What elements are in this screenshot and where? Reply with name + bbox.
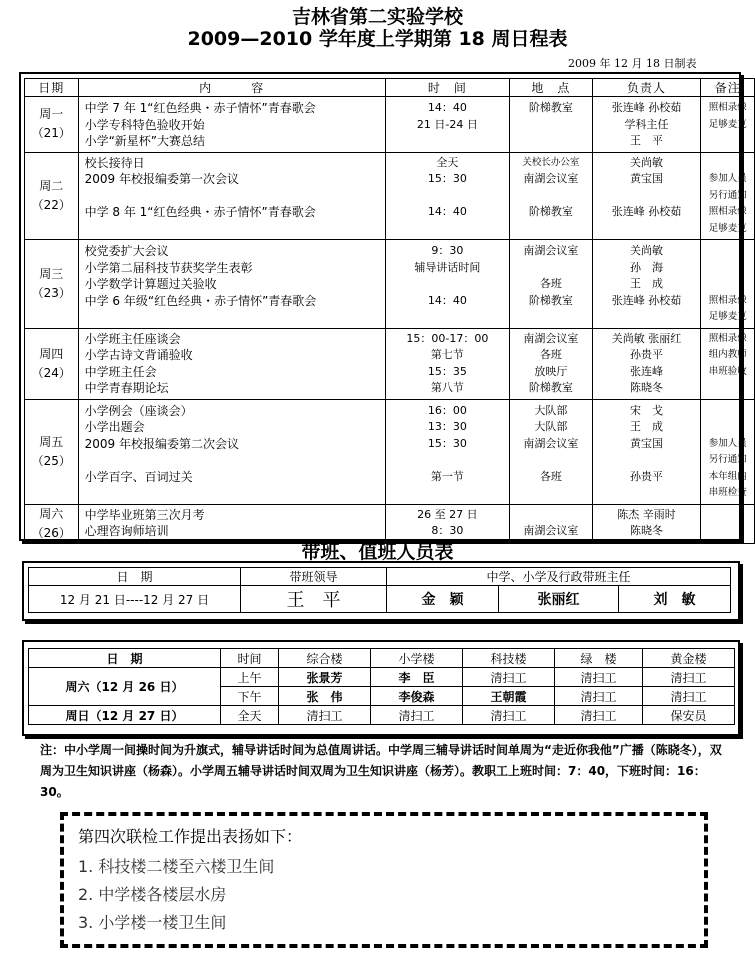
time-line [386, 221, 510, 238]
cell-place [510, 152, 592, 240]
note-line: 另行通知 [708, 189, 747, 201]
duty-teacher: 金 颖 [387, 586, 499, 613]
time-line: 14：40 [427, 293, 467, 307]
note-line: 串班验收 [708, 365, 747, 377]
content-line: 中学 8 年 1“红色经典・赤子情怀”青春歌会 [84, 205, 316, 219]
day-name: 周五 [39, 434, 64, 449]
person-line: 孙 海 [629, 260, 663, 274]
note-line: 本年组内 [708, 470, 747, 482]
note-line: 足够麦克 [708, 118, 747, 130]
content-line: 小学百字、百词过关 [84, 469, 193, 484]
day-cell [25, 328, 79, 399]
time-line [386, 133, 510, 150]
day-date: （22） [31, 197, 71, 212]
cell-place [510, 328, 592, 399]
time-line: 9：30 [431, 244, 464, 257]
note-line [701, 403, 754, 420]
praise-heading: 第四次联检工作提出表扬如下： [78, 827, 303, 846]
place-line: 南湖会议室 [523, 172, 579, 185]
cell-place [510, 240, 592, 329]
schedule-header-cell: 时 间 [385, 79, 510, 97]
cell-note [701, 399, 755, 504]
person-line: 学科主任 [624, 117, 669, 131]
note-line [701, 260, 754, 277]
cleaning-time: 下午 [221, 687, 279, 706]
note-line [701, 243, 754, 260]
time-line: 第七节 [430, 348, 464, 361]
content-line [85, 485, 385, 502]
time-line: 15：30 [427, 172, 467, 185]
content-line: 2009 年校报编委第一次会议 [84, 172, 239, 186]
content-line: 小学古诗文背诵验收 [84, 348, 193, 362]
day-date: （25） [31, 453, 71, 468]
cell-content [78, 240, 385, 329]
place-line: 阶梯教室 [528, 381, 573, 394]
cleaning-header-cell: 日 期 [29, 649, 221, 668]
cleaning-header-cell: 黄金楼 [643, 649, 735, 668]
cleaning-table [28, 648, 735, 725]
time-line: 14：40 [427, 205, 467, 218]
time-line: 15：35 [427, 364, 467, 378]
time-line [386, 276, 510, 293]
person-line [593, 452, 701, 469]
cell-content [78, 97, 385, 153]
note-line: 照相录像 [708, 332, 747, 344]
time-line: 15：30 [427, 436, 467, 450]
content-line: 中学毕业班第三次月考 [84, 507, 205, 522]
schedule-header-cell: 负责人 [592, 79, 701, 97]
note-line: 参加人员 [708, 437, 747, 449]
person-line: 关尚敏 [629, 155, 663, 169]
time-line: 第八节 [430, 381, 464, 394]
schedule-row [25, 328, 755, 399]
cleaning-cell: 保安员 [643, 706, 735, 725]
cleaning-header-cell: 综合楼 [279, 649, 371, 668]
person-line: 王 成 [629, 420, 663, 433]
content-line: 小学“新星杯”大赛总结 [84, 134, 206, 148]
cleaning-header-cell: 小学楼 [371, 649, 463, 668]
cleaning-cell: 清扫工 [371, 706, 463, 725]
note-line: 照相录像 [708, 294, 747, 306]
content-line: 中学 7 年 1“红色经典・赤子情怀”青春歌会 [84, 101, 316, 115]
content-line: 小学数学计算题过关验收 [84, 277, 217, 291]
content-line [85, 221, 385, 238]
place-line [510, 188, 591, 205]
person-line: 陈晓冬 [629, 524, 663, 537]
cell-time [385, 97, 510, 153]
duty-title: 带班、值班人员表 [301, 541, 454, 563]
time-line: 第一节 [430, 469, 464, 483]
time-line: 21 日-24 日 [416, 117, 478, 131]
cleaning-cell: 李俊森 [371, 687, 463, 706]
time-line [386, 188, 510, 205]
made-date: 2009 年 12 月 18 日制表 [568, 57, 697, 70]
cleaning-cell: 清扫工 [555, 668, 643, 687]
person-line: 黄宝国 [629, 172, 663, 185]
place-line: 各班 [539, 277, 562, 290]
day-cell [25, 97, 79, 153]
cleaning-cell: 张 伟 [279, 687, 371, 706]
time-line: 全天 [436, 155, 459, 169]
person-line: 宋 戈 [629, 403, 663, 417]
content-line: 中学班主任会 [84, 364, 157, 379]
person-line [593, 485, 701, 502]
place-line: 各班 [539, 348, 562, 361]
note-line [701, 155, 754, 172]
cell-person [592, 328, 701, 399]
day-date: （24） [31, 365, 71, 380]
cell-person [592, 399, 701, 504]
person-line: 张连峰 孙校茹 [611, 101, 682, 114]
content-line: 小学专科特色验收开始 [84, 117, 205, 132]
cell-note [701, 152, 755, 240]
day-name: 周二 [39, 178, 64, 193]
person-line [593, 188, 701, 205]
cell-content [78, 328, 385, 399]
cleaning-cell: 清扫工 [279, 706, 371, 725]
schedule-header-cell: 备注 [701, 79, 755, 97]
person-line: 关尚敏 [629, 244, 663, 257]
cleaning-header-cell: 时间 [221, 649, 279, 668]
place-line [510, 309, 591, 326]
note-line: 串班检查 [708, 487, 747, 498]
day-cell [25, 152, 79, 240]
praise-item: 1. 科技楼二楼至六楼卫生间 [78, 857, 275, 876]
content-line: 心理咨询师培训 [84, 524, 169, 538]
time-line: 13：30 [427, 420, 467, 433]
note-line: 另行通知 [708, 454, 747, 465]
cleaning-cell: 清扫工 [555, 687, 643, 706]
cleaning-date: 周日（12 月 27 日） [29, 706, 221, 725]
cleaning-date: 周六（12 月 26 日） [29, 668, 221, 706]
cell-person [592, 240, 701, 329]
cleaning-header-cell: 绿 楼 [555, 649, 643, 668]
person-line: 张连峰 孙校茹 [611, 205, 682, 218]
place-line [510, 452, 591, 469]
content-line: 校党委扩大会议 [84, 244, 169, 258]
content-line [85, 452, 385, 469]
person-line: 王 平 [629, 134, 663, 147]
schedule-body [25, 97, 755, 544]
place-line: 南湖会议室 [523, 244, 579, 257]
time-line: 辅导讲话时间 [414, 260, 481, 274]
day-name: 周一 [39, 107, 64, 122]
person-line [593, 221, 701, 238]
time-line: 8：30 [431, 524, 464, 537]
content-line: 中学青春期论坛 [84, 381, 169, 395]
cell-note [701, 240, 755, 329]
content-line: 小学第二届科技节获奖学生表彰 [84, 260, 253, 275]
content-line: 小学例会（座谈会） [84, 403, 193, 418]
schedule-table [24, 78, 755, 544]
place-line [510, 507, 591, 524]
cleaning-row [29, 668, 735, 687]
content-line: 校长接待日 [84, 155, 145, 170]
person-line: 关尚敏 张丽红 [611, 331, 682, 345]
cleaning-cell: 清扫工 [463, 668, 555, 687]
footnote: 注：中小学周一间操时间为升旗式，辅导讲话时间为总值周讲话。中学周三辅导讲话时间单周为“走近你我他”广播（陈晓冬），双周为卫生知识讲座（杨森）。小学周五辅导讲话时间双周为卫生知识讲座（杨芳）。教职工上班时间：7：40，下班时间：16：30。 [40, 743, 722, 799]
person-line: 陈晓冬 [629, 381, 663, 394]
school-name: 吉林省第二实验学校 [291, 6, 463, 28]
person-line: 黄宝国 [629, 436, 663, 450]
content-line [85, 188, 385, 205]
content-line: 小学出题会 [84, 420, 145, 434]
person-line: 陈杰 辛雨时 [617, 507, 676, 521]
cell-place [510, 399, 592, 504]
person-line [593, 309, 701, 326]
person-line: 张连峰 [629, 364, 663, 378]
note-line: 照相录像 [708, 102, 747, 113]
place-line [510, 485, 591, 502]
cell-person [592, 97, 701, 153]
duty-leader: 王 平 [241, 586, 387, 613]
cell-person [592, 152, 701, 240]
place-line: 关校长办公室 [522, 156, 580, 168]
duty-teacher: 刘 敏 [619, 586, 731, 613]
schedule-row [25, 399, 755, 504]
note-line: 足够麦克 [708, 311, 747, 322]
day-name: 周六 [39, 506, 64, 521]
note-line [701, 276, 754, 293]
time-line: 16：00 [427, 403, 467, 417]
content-line: 中学 6 年级“红色经典・赤子情怀”青春歌会 [84, 293, 317, 308]
cleaning-cell: 清扫工 [555, 706, 643, 725]
day-name: 周四 [39, 346, 64, 361]
person-line: 孙贵平 [629, 348, 663, 361]
cleaning-header-row [29, 649, 735, 668]
praise-item: 2. 中学楼各楼层水房 [78, 885, 227, 904]
cleaning-header-cell: 科技楼 [463, 649, 555, 668]
cleaning-cell: 清扫工 [463, 706, 555, 725]
place-line: 南湖会议室 [523, 436, 579, 450]
schedule-header-cell: 日期 [25, 79, 79, 97]
duty-table [28, 567, 731, 613]
cell-place [510, 97, 592, 153]
content-line: 小学班主任座谈会 [84, 331, 181, 346]
duty-header-teachers: 中学、小学及行政带班主任 [387, 568, 731, 586]
cleaning-time: 全天 [221, 706, 279, 725]
duty-header-leader: 带班领导 [241, 568, 387, 586]
cell-content [78, 399, 385, 504]
time-line: 14：40 [427, 101, 467, 114]
place-line: 大队部 [534, 420, 568, 433]
note-line: 足够麦克 [708, 222, 747, 234]
schedule-title: 2009—2010 学年度上学期第 18 周日程表 [187, 28, 568, 50]
time-line [386, 452, 510, 469]
schedule-header-row [25, 79, 755, 97]
duty-header-date: 日 期 [29, 568, 241, 586]
person-line: 张连峰 孙校茹 [611, 293, 682, 307]
day-cell [25, 399, 79, 504]
cleaning-row [29, 706, 735, 725]
day-date: （21） [31, 126, 71, 141]
cleaning-cell: 清扫工 [643, 668, 735, 687]
cleaning-cell: 张景芳 [279, 668, 371, 687]
place-line: 南湖会议室 [523, 331, 579, 345]
cell-time [385, 152, 510, 240]
cell-note [701, 97, 755, 153]
cleaning-cell: 清扫工 [643, 687, 735, 706]
place-line [510, 260, 591, 277]
schedule-row [25, 152, 755, 240]
duty-teacher: 张丽红 [499, 586, 619, 613]
content-line: 2009 年校报编委第二次会议 [84, 436, 239, 451]
cell-content [78, 152, 385, 240]
cleaning-body [29, 649, 735, 725]
schedule-header-cell: 地 点 [510, 79, 592, 97]
cell-time [385, 399, 510, 504]
place-line: 大队部 [534, 403, 568, 417]
day-date: （23） [31, 285, 71, 300]
schedule-row [25, 240, 755, 329]
place-line: 南湖会议室 [523, 524, 579, 537]
person-line: 王 成 [629, 277, 663, 290]
note-line [701, 507, 754, 524]
note-line: 照相录像 [708, 206, 747, 217]
person-line: 孙贵平 [629, 469, 663, 483]
cell-time [385, 328, 510, 399]
time-line [386, 309, 510, 326]
schedule-header-cell: 内 容 [78, 79, 385, 97]
cell-note [701, 328, 755, 399]
time-line: 15：00-17：00 [406, 331, 489, 345]
cleaning-time: 上午 [221, 668, 279, 687]
place-line: 阶梯教室 [528, 293, 573, 307]
day-name: 周三 [39, 266, 64, 281]
place-line [510, 133, 591, 150]
time-line [386, 485, 510, 502]
note-line [701, 419, 754, 436]
place-line [510, 221, 591, 238]
place-line [510, 117, 591, 134]
note-line: 参加人员 [708, 173, 747, 184]
note-line: 组内教师 [708, 349, 747, 360]
place-line: 阶梯教室 [528, 101, 573, 114]
cell-time [385, 240, 510, 329]
praise-item: 3. 小学楼一楼卫生间 [78, 913, 227, 932]
content-line [85, 309, 385, 326]
praise-box [60, 812, 708, 948]
place-line: 各班 [539, 469, 562, 483]
place-line: 阶梯教室 [528, 205, 573, 218]
cleaning-cell: 李 臣 [371, 668, 463, 687]
day-cell [25, 240, 79, 329]
note-line [701, 380, 754, 397]
place-line: 放映厅 [534, 364, 568, 378]
day-date: （26） [31, 525, 71, 540]
cleaning-cell: 王朝霞 [463, 687, 555, 706]
time-line: 26 至 27 日 [417, 507, 478, 521]
duty-date: 12 月 21 日----12 月 27 日 [29, 586, 241, 613]
schedule-row [25, 97, 755, 153]
